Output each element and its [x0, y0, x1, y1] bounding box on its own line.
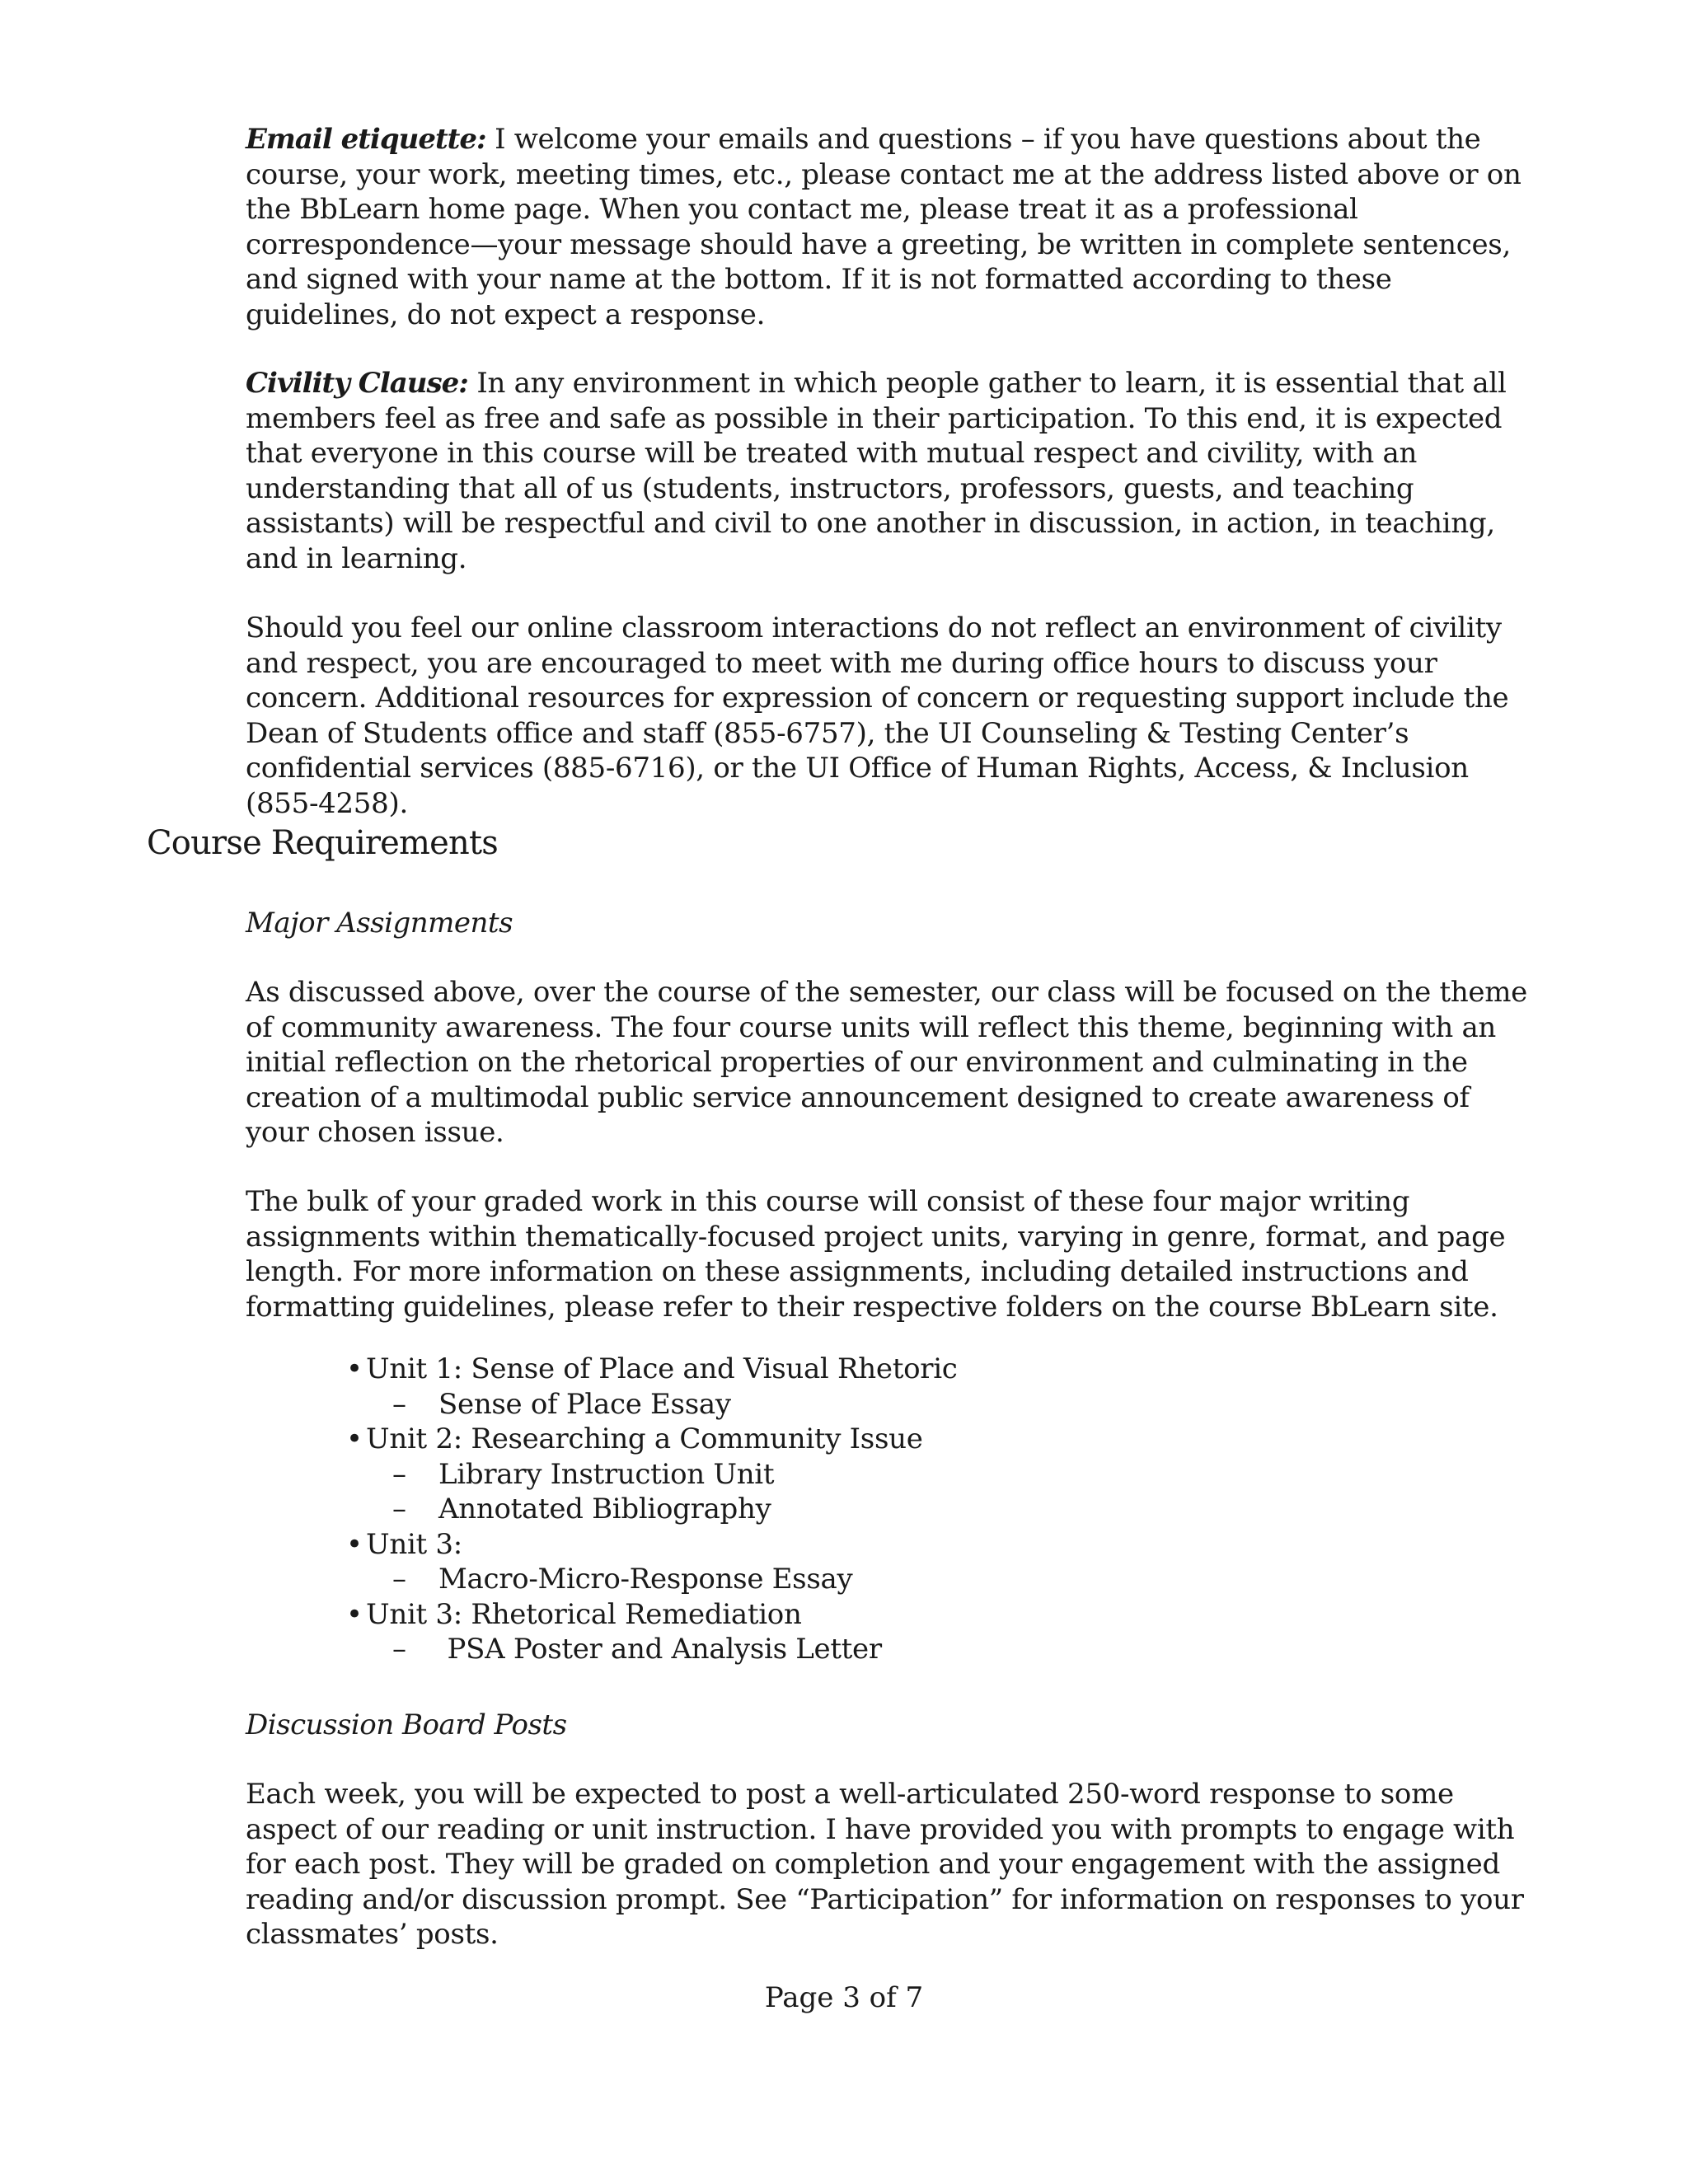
- course-requirements-heading: Course Requirements: [147, 824, 498, 862]
- discussion-board-section: [246, 1777, 1531, 1952]
- unit-sub-item: [346, 1457, 958, 1493]
- unit-sub-item-label: Macro-Micro-Response Essay: [438, 1563, 853, 1596]
- major-assignments-paragraph-1: As discussed above, over the course of the semester, our class will be focused on the theme of community awareness. The four course units will reflect this theme, beginning with an initial reflection on the rhetorical properties of our environment and culminating in the creation of a multimodal public service announcement designed to create awareness of your chosen issue.: [246, 976, 1527, 1149]
- dash-icon: –: [392, 1457, 406, 1491]
- unit-sub-item: [346, 1492, 958, 1527]
- unit-title-line: [346, 1597, 958, 1633]
- email-etiquette-section: [246, 122, 1531, 332]
- unit-sub-list: [346, 1457, 958, 1527]
- civility-followup-paragraph: Should you feel our online classroom interactions do not reflect an environment of civility and respect, you are encouraged to meet with me during office hours to discuss your concern. Additional resources for expression of concern or requesting support include the Dean of Students office and staff (855-6757), the UI Counseling & Testing Center’s confidential services (885-6716), or the UI Office of Human Rights, Access, & Inclusion (855-4258).: [246, 612, 1509, 820]
- unit-title-line: [346, 1352, 958, 1387]
- civility-clause-paragraph: [246, 366, 1531, 576]
- civility-clause-text: In any environment in which people gather to learn, it is essential that all members feel as free and safe as possible in their participation. To this end, it is expected that everyone in this course will be treated with mutual respect and civility, with an understanding that all of us (students, instructors, professors, guests, and teaching assistants) will be respectful and civil to one another in discussion, in action, in teaching, and in learning.: [246, 367, 1507, 575]
- unit-title-line: [346, 1422, 958, 1457]
- dash-icon: –: [392, 1563, 406, 1596]
- email-etiquette-lead: Email etiquette:: [246, 123, 486, 156]
- civility-clause-lead: Civility Clause:: [246, 367, 468, 400]
- unit-sub-item: [346, 1562, 958, 1597]
- unit-list: [346, 1352, 958, 1667]
- dash-icon: –: [392, 1387, 406, 1421]
- major-assignments-details: [246, 1184, 1531, 1324]
- unit-item: [346, 1527, 958, 1597]
- unit-title: Unit 1: Sense of Place and Visual Rhetoric: [366, 1352, 958, 1385]
- bullet-icon: •: [346, 1422, 363, 1455]
- unit-title: Unit 3: Rhetorical Remediation: [366, 1597, 802, 1631]
- bullet-icon: •: [346, 1597, 363, 1631]
- unit-sub-list: [346, 1387, 958, 1422]
- major-assignments-subheading: Major Assignments: [246, 907, 513, 940]
- dash-icon: –: [392, 1493, 406, 1526]
- unit-title: Unit 3:: [366, 1527, 462, 1561]
- unit-sub-list: [346, 1632, 958, 1667]
- dash-icon: –: [392, 1633, 406, 1666]
- unit-item: [346, 1597, 958, 1667]
- unit-item: [346, 1352, 958, 1422]
- unit-sub-item-label: Sense of Place Essay: [438, 1387, 731, 1421]
- unit-sub-item-label: PSA Poster and Analysis Letter: [438, 1633, 882, 1666]
- bullet-icon: •: [346, 1352, 363, 1385]
- unit-sub-item-label: Annotated Bibliography: [438, 1493, 771, 1526]
- unit-sub-item-label: Library Instruction Unit: [438, 1457, 775, 1491]
- email-etiquette-paragraph: [246, 122, 1531, 332]
- unit-sub-list: [346, 1562, 958, 1597]
- page-number: Page 3 of 7: [764, 1981, 924, 2014]
- major-assignments-paragraph-2: The bulk of your graded work in this course will consist of these four major writing assignments within thematically-focused project units, varying in genre, format, and page length. For more information on these assignments, including detailed instructions and formatting guidelines, please refer to their respective folders on the course BbLearn site.: [246, 1185, 1506, 1324]
- unit-item: [346, 1422, 958, 1527]
- unit-title: Unit 2: Researching a Community Issue: [366, 1422, 923, 1455]
- civility-followup-section: [246, 611, 1531, 821]
- unit-sub-item: [346, 1632, 958, 1667]
- major-assignments-intro: [246, 975, 1531, 1151]
- discussion-board-subheading: Discussion Board Posts: [246, 1708, 567, 1741]
- discussion-board-paragraph: Each week, you will be expected to post a well-articulated 250-word response to some aspect of our reading or unit instruction. I have provided you with prompts to engage with for each post. They will be graded on completion and your engagement with the assigned reading and/or discussion prompt. See “Participation” for information on responses to your classmates’ posts.: [246, 1778, 1524, 1951]
- unit-sub-item: [346, 1387, 958, 1422]
- bullet-icon: •: [346, 1527, 363, 1561]
- email-etiquette-text: I welcome your emails and questions – if you have questions about the course, your work, meeting times, etc., please contact me at the address listed above or on the BbLearn home page. When you contact me, please treat it as a professional correspondence—your message should have a greeting, be written in complete sentences, and signed with your name at the bottom. If it is not formatted according to these guidelines, do not expect a response.: [246, 123, 1522, 331]
- civility-clause-section: [246, 366, 1531, 576]
- unit-title-line: [346, 1527, 958, 1563]
